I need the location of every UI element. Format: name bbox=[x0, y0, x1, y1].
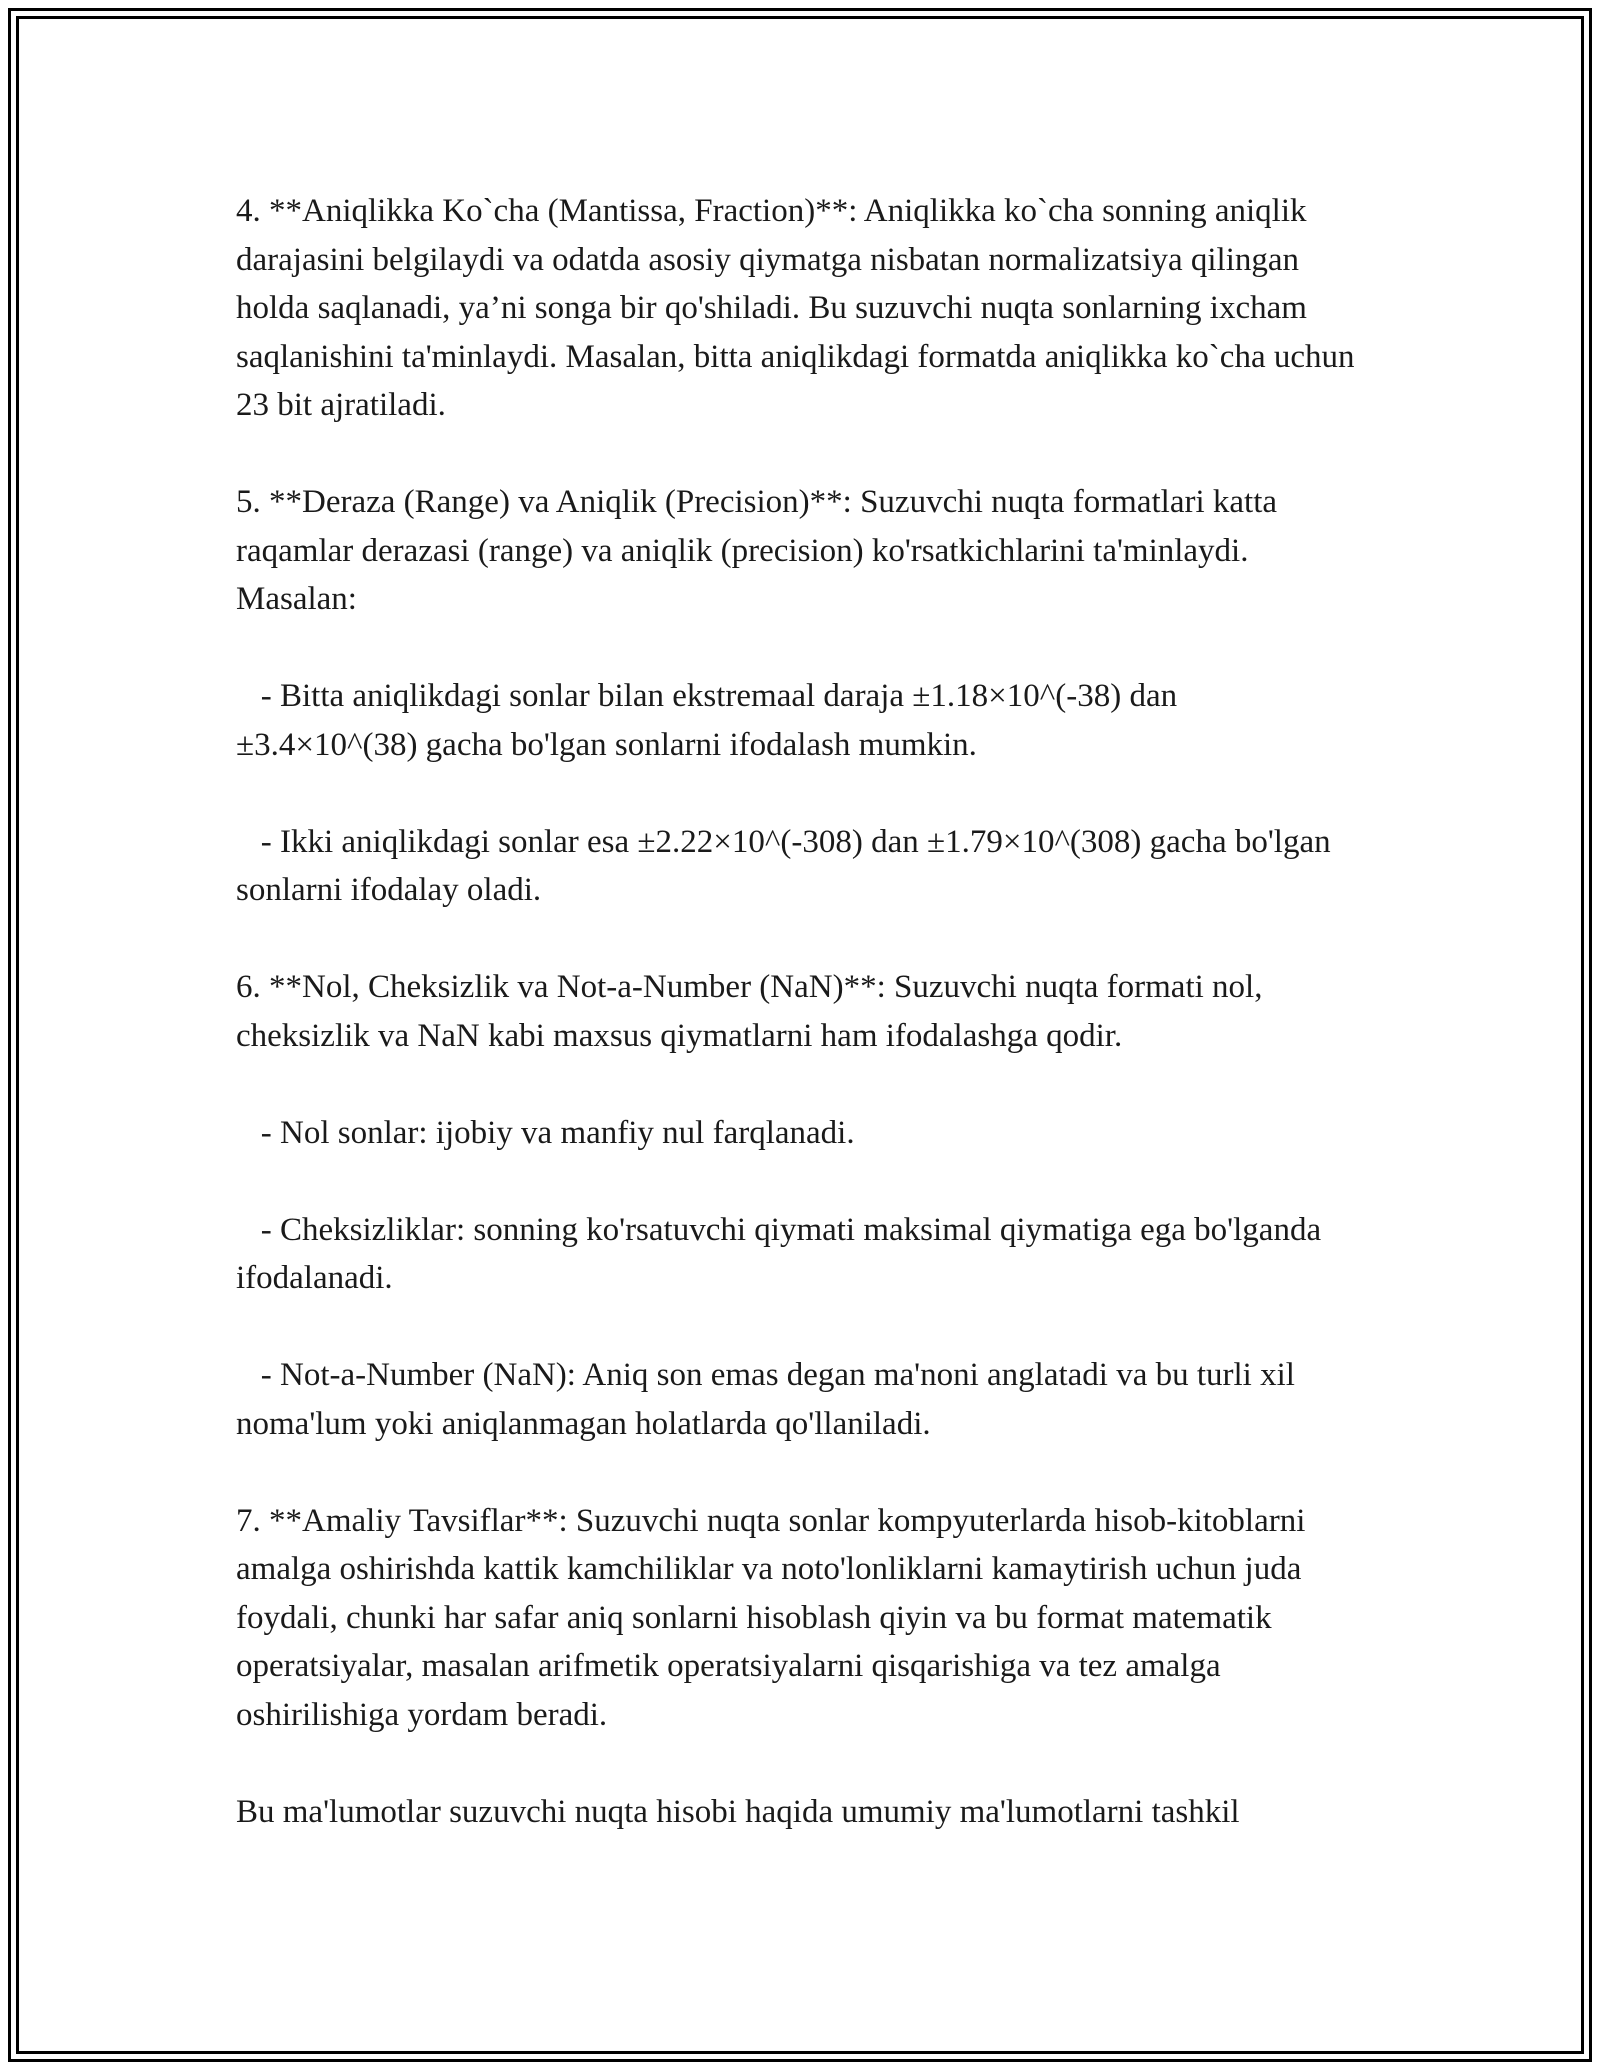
paragraph-item-7-practical: 7. **Amaliy Tavsiflar**: Suzuvchi nuqta sonlar kompyuterlarda hisob-kitoblarni amalga oshirishda kattik kamchiliklar va noto'lonliklarni kamaytirish uchun juda foydali, chunki har safar aniq sonlarni hisoblash qiyin va bu format matematik operatsiyalar, masalan arifmetik operatsiyalarni qisqarishiga va tez amalga oshirilishiga yordam beradi. bbox=[236, 1502, 1314, 1733]
paragraph-zero-values: - Nol sonlar: ijobiy va manfiy nul farqlanadi. bbox=[236, 1114, 855, 1151]
paragraph-conclusion: Bu ma'lumotlar suzuvchi nuqta hisobi haqida umumiy ma'lumotlarni tashkil bbox=[236, 1793, 1240, 1830]
document-body bbox=[236, 187, 1366, 1885]
paragraph-infinities: - Cheksizliklar: sonning ko'rsatuvchi qiymati maksimal qiymatiga ega bo'lganda ifodalanadi. bbox=[236, 1211, 1330, 1296]
paragraph-single-precision-range: - Bitta aniqlikdagi sonlar bilan ekstremaal daraja ±1.18×10^(-38) dan ±3.4×10^(38) gacha bo'lgan sonlarni ifodalash mumkin. bbox=[236, 678, 1186, 763]
paragraph-item-6-special-values: 6. **Nol, Cheksizlik va Not-a-Number (NaN)**: Suzuvchi nuqta formati nol, cheksizlik va NaN kabi maxsus qiymatlarni ham ifodalashga qodir. bbox=[236, 969, 1271, 1054]
paragraph-nan: - Not-a-Number (NaN): Aniq son emas degan ma'noni anglatadi va bu turli xil noma'lum yoki aniqlanmagan holatlarda qo'llaniladi. bbox=[236, 1357, 1304, 1442]
paragraph-double-precision-range: - Ikki aniqlikdagi sonlar esa ±2.22×10^(-308) dan ±1.79×10^(308) gacha bo'lgan sonlarni ifodalay oladi. bbox=[236, 823, 1339, 908]
paragraph-item-5-range-precision: 5. **Deraza (Range) va Aniqlik (Precision)**: Suzuvchi nuqta formatlari katta raqamlar derazasi (range) va aniqlik (precision) ko'rsatkichlarini ta'minlaydi. Masalan: bbox=[236, 484, 1286, 617]
paragraph-item-4-mantissa: 4. **Aniqlikka Ko`cha (Mantissa, Fraction)**: Aniqlikka ko`cha sonning aniqlik darajasini belgilaydi va odatda asosiy qiymatga nisbatan normalizatsiya qilingan holda saqlanadi, ya’ni songa bir qo'shiladi. Bu suzuvchi nuqta sonlarning ixcham saqlanishini ta'minlaydi. Masalan, bitta aniqlikdagi formatda aniqlikka ko`cha uchun 23 bit ajratiladi. bbox=[236, 193, 1363, 423]
